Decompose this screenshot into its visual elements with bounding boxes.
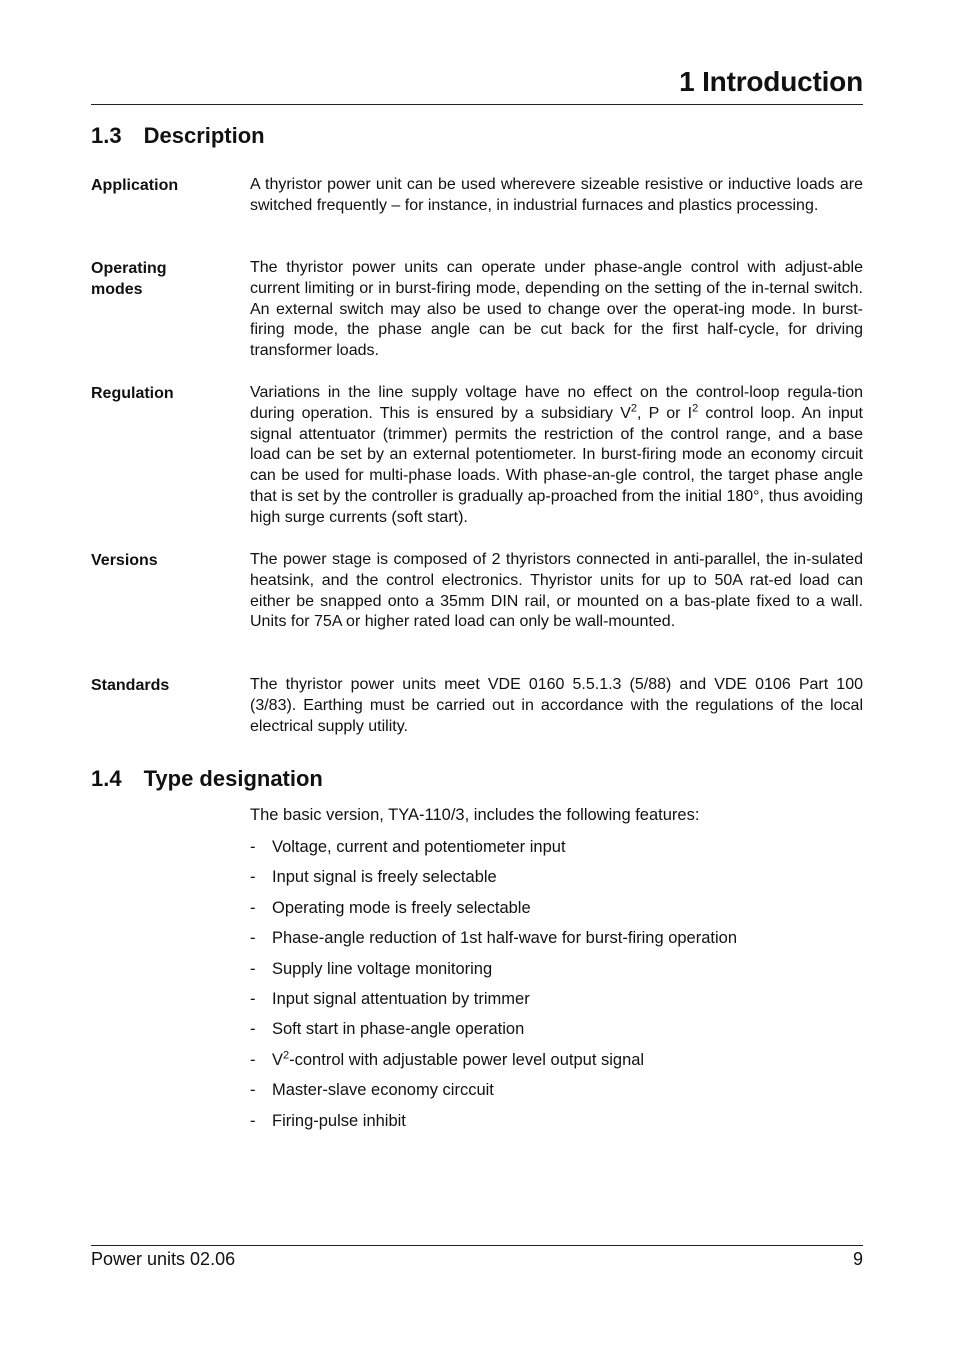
superscript-2: 2: [283, 1049, 290, 1062]
feature-text: Firing-pulse inhibit: [272, 1111, 406, 1130]
bullet-dash: -: [250, 838, 256, 856]
v2-suffix: -control with adjustable power level output signal: [289, 1050, 645, 1069]
feature-text: Voltage, current and potentiometer input: [272, 838, 566, 856]
type-intro: The basic version, TYA-110/3, includes the following features:: [250, 806, 700, 824]
bullet-dash: -: [250, 1050, 256, 1069]
entry-label-standards: Standards: [91, 677, 170, 694]
section-heading-description: [91, 123, 265, 149]
section-title: Description: [143, 123, 265, 148]
footer-document-name: Power units 02.06: [91, 1249, 236, 1269]
page-number: 9: [852, 1249, 863, 1269]
entry-label-regulation: Regulation: [91, 385, 174, 402]
v2-prefix: V: [272, 1050, 284, 1069]
feature-text: Master-slave economy circcuit: [272, 1081, 494, 1100]
feature-text: Phase-angle reduction of 1st half-wave for burst-firing operation: [272, 929, 738, 948]
entry-label-application: Application: [91, 177, 179, 194]
feature-text: Soft start in phase-angle operation: [272, 1020, 525, 1039]
bullet-dash: -: [250, 868, 256, 887]
bullet-dash: -: [250, 898, 256, 917]
footer-divider: [91, 1245, 863, 1246]
entry-text-operating-modes: The thyristor power units can operate under phase-angle control with adjust-able current limiting or in burst-firing mode, depending on the setting of the in-ternal switch. An external switch may also be used to change over the operat-ing mode. In burst-firing mode, the phase angle can be cut back for the first half-cycle, for driving transformer loads.: [250, 259, 863, 360]
chapter-title: 1 Introduction: [679, 66, 863, 97]
bullet-dash: -: [250, 959, 256, 978]
entry-label-operating-modes: Operating modes: [91, 260, 167, 298]
bullet-dash: -: [250, 1111, 256, 1130]
entry-text-regulation: [250, 383, 863, 529]
superscript-v2: 2: [630, 402, 638, 415]
entry-label-versions: Versions: [91, 552, 158, 569]
feature-text: Input signal is freely selectable: [272, 868, 497, 887]
regulation-text-part-2: , P or I: [637, 404, 693, 422]
entry-text-versions: The power stage is composed of 2 thyristors connected in anti-parallel, the in-sulated heatsink, and the control electronics. Thyristor units for up to 50A rat-ed load can either be snapped onto a 35mm DIN rail, or mounted on a bas-plate fixed to a wall. Units for 75A or higher rated load can only be wall-mounted.: [250, 551, 863, 631]
regulation-text-part-3: control loop. An input signal attentuator (trimmer) permits the restriction of the control range, and a base load can be set by an external potentiometer. In burst-firing mode an economy circuit can be used for multi-phase loads. With phase-an-gle control, the target phase angle that is set by the controller is gradually ap-proached from the initial 180°, thus avoiding high surge currents (soft start).: [250, 404, 864, 526]
bullet-dash: -: [250, 989, 256, 1008]
feature-text: Supply line voltage monitoring: [272, 959, 493, 978]
bullet-dash: -: [250, 1020, 256, 1039]
section-number: 1.4: [91, 766, 122, 791]
entry-text-application: A thyristor power unit can be used wherevere sizeable resistive or inductive loads are switched frequently – for instance, in industrial furnaces and plastics processing.: [250, 176, 863, 214]
regulation-text-part-1: Variations in the line supply voltage have no effect on the control-loop regula-tion during operation. This is ensured by a subsidiary V: [250, 384, 863, 422]
bullet-dash: -: [250, 929, 256, 948]
feature-text: Operating mode is freely selectable: [272, 898, 531, 917]
section-heading-type-designation: [91, 766, 323, 792]
entry-text-standards: The thyristor power units meet VDE 0160 5.5.1.3 (5/88) and VDE 0106 Part 100 (3/83). Earthing must be carried out in accordance with the regulations of the local electrical supply utility.: [250, 676, 863, 735]
header-divider: [91, 104, 863, 105]
feature-text-v2-control: [272, 1049, 644, 1071]
superscript-i2: 2: [692, 402, 699, 415]
bullet-dash: -: [250, 1081, 256, 1100]
feature-text: Input signal attentuation by trimmer: [272, 989, 530, 1008]
section-number: 1.3: [91, 123, 122, 148]
section-title: Type designation: [143, 766, 323, 791]
